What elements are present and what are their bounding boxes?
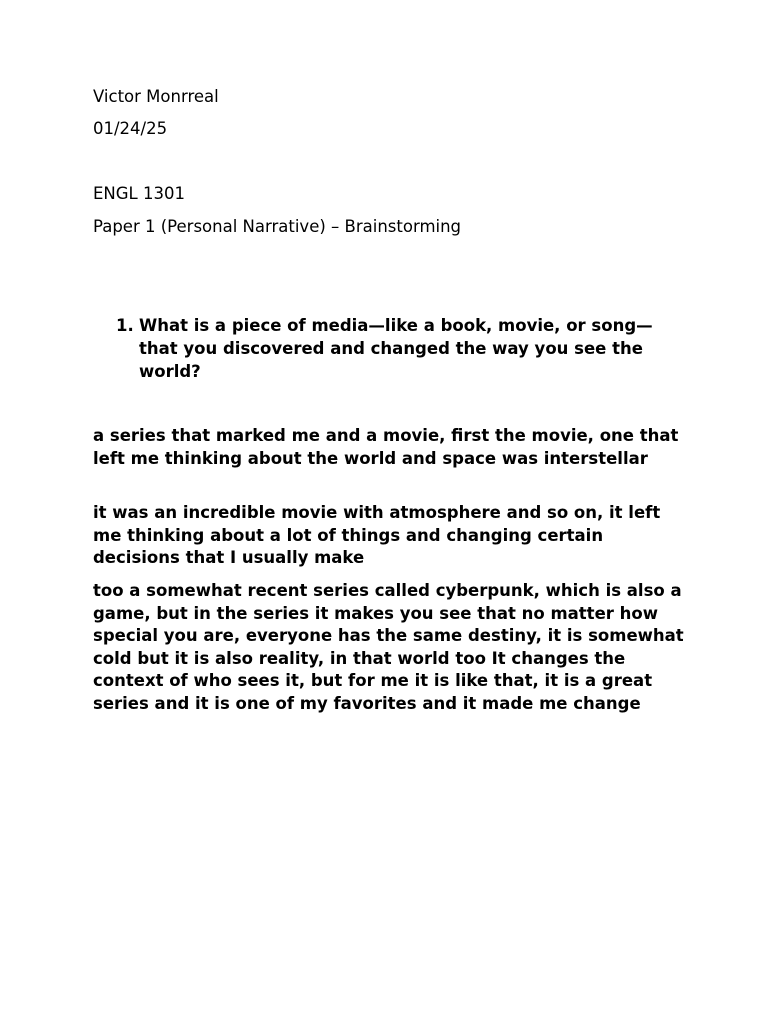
assignment-title: Paper 1 (Personal Narrative) – Brainstorming	[93, 217, 462, 236]
author-name: Victor Monrreal	[93, 87, 219, 106]
date-line: 01/24/25	[93, 119, 168, 138]
question-item	[93, 314, 653, 383]
course-line: ENGL 1301	[93, 184, 185, 203]
answer-paragraph: a series that marked me and a movie, first the movie, one that left me thinking about the world and space was interstellar	[93, 426, 679, 468]
answer-paragraph: too a somewhat recent series called cyberpunk, which is also a game, but in the series it makes you see that no matter how special you are, everyone has the same destiny, it is somewhat cold but it is also reality, in that world too It changes the context of who sees it, but for me it is like that, it is a great series and it is one of my favorites and it made me change	[93, 581, 684, 713]
question-number: 1.	[116, 316, 134, 335]
question-text: What is a piece of media—like a book, movie, or song—that you discovered and changed the way you see the world?	[139, 316, 653, 381]
answer-paragraph: it was an incredible movie with atmosphere and so on, it left me thinking about a lot of things and changing certain decisions that I usually make	[93, 503, 661, 568]
